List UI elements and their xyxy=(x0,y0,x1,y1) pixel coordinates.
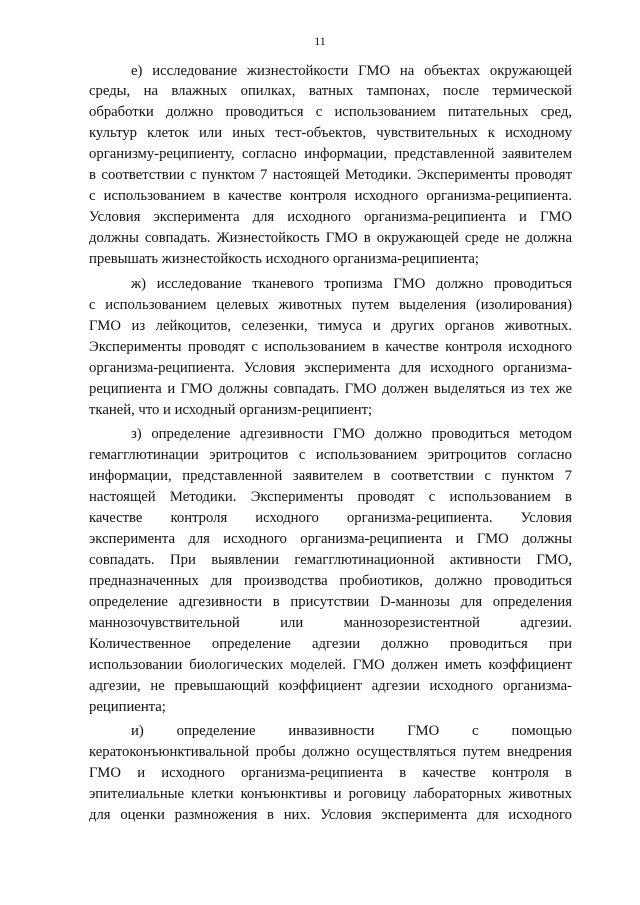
text-line: совпадать. При выявлении гемагглютинационной активности ГМО, xyxy=(89,552,572,568)
text-line: Эксперименты проводят с использованием в качестве контроля исходного xyxy=(89,339,572,355)
text-line: Условия эксперимента для исходного организма-реципиента и ГМО xyxy=(89,209,572,225)
text-line: адгезии, не превышающий коэффициент адгезии исходного организма- xyxy=(89,678,572,694)
text-line: должны совпадать. Жизнестойкость ГМО в окружающей среде не должна xyxy=(89,230,572,246)
text-line: предназначенных для производства пробиотиков, должно проводиться xyxy=(89,573,572,589)
text-line: культур клеток или иных тест-объектов, чувствительных к исходному xyxy=(89,125,572,141)
text-line: с использованием целевых животных путем выделения (изолирования) xyxy=(89,297,572,313)
text-line: и) определение инвазивности ГМО с помощью xyxy=(131,723,572,739)
text-line: эпителиальные клетки конъюнктивы и роговицу лабораторных животных xyxy=(89,786,572,802)
text-line: обработки должно проводиться с использованием питательных сред, xyxy=(89,104,572,120)
text-line: информации, представленной заявителем в соответствии с пунктом 7 xyxy=(89,468,572,484)
text-line: для оценки размножения в них. Условия эксперимента для исходного xyxy=(89,807,572,823)
text-line: качестве контроля исходного организма-реципиента. Условия xyxy=(89,510,572,526)
text-line: маннозочувствительной или маннозорезистентной адгезии. xyxy=(89,615,572,631)
text-line: тканей, что и исходный организм-реципиент; xyxy=(89,402,373,418)
text-line: определение адгезивности в присутствии D-маннозы для определения xyxy=(89,594,572,610)
text-line: Количественное определение адгезии должно проводиться при xyxy=(89,636,572,652)
text-line: кератоконъюнктивальной пробы должно осуществляться путем внедрения xyxy=(89,744,572,760)
text-line: организма-реципиента. Условия эксперимента для исходного организма- xyxy=(89,360,572,376)
text-line: с использованием в качестве контроля исходного организма-реципиента. xyxy=(89,188,572,204)
text-line: ГМО и исходного организма-реципиента в качестве контроля в xyxy=(89,765,572,781)
text-line: е) исследование жизнестойкости ГМО на объектах окружающей xyxy=(131,63,572,79)
text-line: в соответствии с пунктом 7 настоящей Методики. Эксперименты проводят xyxy=(89,167,572,183)
text-line: реципиента и ГМО должны совпадать. ГМО должен выделяться из тех же xyxy=(89,381,572,397)
text-line: гемагглютинации эритроцитов с использованием эритроцитов согласно xyxy=(89,447,572,463)
text-line: среды, на влажных опилках, ватных тампонах, после термической xyxy=(89,83,572,99)
text-line: организму-реципиенту, согласно информации, представленной заявителем xyxy=(89,146,572,162)
text-line: реципиента; xyxy=(89,699,166,715)
text-line: превышать жизнестойкость исходного организма-реципиента; xyxy=(89,251,479,267)
text-line: эксперимента для исходного организма-реципиента и ГМО должны xyxy=(89,531,572,547)
page-number: 11 xyxy=(314,34,326,48)
text-line: настоящей Методики. Эксперименты проводят с использованием в xyxy=(89,489,572,505)
text-line: использовании биологических моделей. ГМО должен иметь коэффициент xyxy=(89,657,572,673)
text-line: з) определение адгезивности ГМО должно проводиться методом xyxy=(131,426,572,442)
text-line: ж) исследование тканевого тропизма ГМО должно проводиться xyxy=(131,276,572,292)
text-line: ГМО из лейкоцитов, селезенки, тимуса и других органов животных. xyxy=(89,318,572,334)
